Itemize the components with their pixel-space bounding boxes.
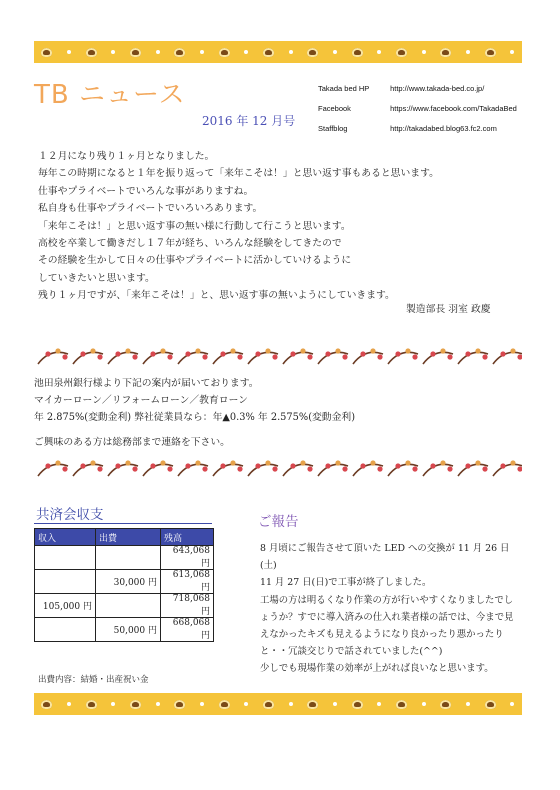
strip-bun-icon	[219, 48, 230, 57]
plum-blossom-icon	[220, 351, 225, 356]
plum-blossom-icon	[360, 463, 365, 468]
strip-dot-icon	[244, 702, 248, 706]
strip-bun-icon	[352, 48, 363, 57]
plum-blossom-icon	[150, 463, 155, 468]
cell-balance: 718,068 円	[161, 594, 214, 618]
report-line: えなかったキズも見えるようになり良かったり悪かったり	[260, 629, 504, 641]
plum-blossom-icon	[195, 460, 200, 465]
message-line: 「来年こそは！」と思い返す事の無い様に行動して行こうと思います。	[38, 220, 351, 232]
plum-blossom-icon	[510, 348, 515, 353]
plum-blossom-icon	[272, 466, 277, 471]
message-line: 毎年この時期になると１年を振り返って「来年こそは！」と思い返す事もあると思います。	[38, 168, 439, 180]
strip-dot-icon	[67, 702, 71, 706]
cell-expense: 30,000 円	[96, 570, 161, 594]
plum-blossom-icon	[517, 466, 522, 471]
strip-dot-icon	[289, 50, 293, 54]
plum-blossom-icon	[360, 351, 365, 356]
plum-blossom-icon	[412, 354, 417, 359]
plum-blossom-icon	[510, 460, 515, 465]
manager-message	[38, 148, 498, 305]
strip-dot-icon	[333, 50, 337, 54]
plum-blossom-icon	[300, 348, 305, 353]
plum-blossom-icon	[517, 354, 522, 359]
plum-blossom-icon	[475, 460, 480, 465]
cell-income	[35, 570, 96, 594]
message-line: その経験を生かして日々の仕事やプライベートに活かしていけるように	[38, 255, 352, 267]
plum-blossom-icon	[395, 351, 400, 356]
strip-bun-icon	[485, 700, 496, 709]
table-row	[35, 594, 214, 618]
kyosai-heading: 共済会収支	[36, 507, 104, 523]
plum-blossom-icon	[237, 466, 242, 471]
signature: 製造部長 羽室 政慶	[406, 304, 491, 315]
expense-note: 出費内容：結婚・出産祝い金	[38, 675, 149, 685]
plum-blossom-icon	[132, 466, 137, 471]
plum-blossom-icon	[45, 463, 50, 468]
strip-dot-icon	[289, 702, 293, 706]
strip-bun-icon	[352, 700, 363, 709]
plum-blossom-icon	[440, 460, 445, 465]
cell-balance: 643,068 円	[161, 546, 214, 570]
strip-bun-icon	[130, 700, 141, 709]
plum-blossom-icon	[482, 354, 487, 359]
plum-blossom-icon	[255, 463, 260, 468]
cell-expense: 50,000 円	[96, 618, 161, 642]
strip-bun-icon	[396, 700, 407, 709]
plum-blossom-icon	[475, 348, 480, 353]
table-row	[35, 570, 214, 594]
plum-blossom-icon	[447, 466, 452, 471]
plum-blossom-icon	[465, 351, 470, 356]
strip-bun-icon	[86, 48, 97, 57]
plum-blossom-icon	[307, 354, 312, 359]
strip-dot-icon	[377, 50, 381, 54]
strip-dot-icon	[156, 50, 160, 54]
report-line: と・・冗談交じりで話されていました(^^)	[260, 646, 443, 658]
strip-dot-icon	[111, 702, 115, 706]
link-label: Takada bed HP	[318, 84, 370, 93]
table-row	[35, 618, 214, 642]
plum-blossom-icon	[412, 466, 417, 471]
plum-blossom-icon	[500, 351, 505, 356]
plum-blossom-icon	[90, 460, 95, 465]
plum-blossom-icon	[335, 348, 340, 353]
bank-contact-note: ご興味のある方は総務部まで連絡を下さい。	[34, 437, 230, 448]
strip-dot-icon	[466, 50, 470, 54]
led-report	[260, 540, 522, 678]
plum-blossom-icon	[272, 354, 277, 359]
issue-date: 2016 年 12 月号	[202, 114, 296, 128]
plum-blossom-icon	[465, 463, 470, 468]
plum-blossom-icon	[167, 466, 172, 471]
plum-blossom-icon	[342, 466, 347, 471]
plum-blossom-icon	[97, 466, 102, 471]
link-url-facebook[interactable]: https://www.facebook.com/TakadaBed	[390, 104, 517, 113]
link-label: Facebook	[318, 104, 351, 113]
plum-blossom-icon	[265, 460, 270, 465]
plum-blossom-icon	[80, 351, 85, 356]
bank-line: マイカーローン／リフォームローン／教育ローン	[34, 395, 248, 406]
plum-blossom-icon	[325, 351, 330, 356]
plum-blossom-icon	[265, 348, 270, 353]
table-row	[35, 546, 214, 570]
plum-blossom-icon	[440, 348, 445, 353]
bank-line: 池田泉州銀行様より下記の案内が届いております。	[34, 378, 259, 389]
plum-blossom-icon	[500, 463, 505, 468]
plum-blossom-icon	[220, 463, 225, 468]
newsletter-title: TB ニュース	[34, 80, 186, 110]
plum-blossom-icon	[325, 463, 330, 468]
strip-bun-icon	[41, 48, 52, 57]
strip-bun-icon	[86, 700, 97, 709]
strip-dot-icon	[333, 702, 337, 706]
strip-dot-icon	[377, 702, 381, 706]
plum-blossom-icon	[125, 348, 130, 353]
bank-notice	[34, 375, 355, 426]
plum-branch-divider-top	[34, 344, 522, 368]
plum-blossom-icon	[160, 348, 165, 353]
plum-blossom-icon	[482, 466, 487, 471]
bank-line: 年 2.875%(変動金利) 弊社従業員なら：年▲0.3% 年 2.575%(変動金利)	[34, 412, 356, 423]
strip-dot-icon	[67, 50, 71, 54]
strip-bun-icon	[440, 700, 451, 709]
plum-blossom-icon	[195, 348, 200, 353]
plum-blossom-icon	[290, 463, 295, 468]
plum-blossom-icon	[255, 351, 260, 356]
plum-blossom-icon	[377, 466, 382, 471]
strip-bun-icon	[174, 48, 185, 57]
strip-bun-icon	[263, 700, 274, 709]
plum-blossom-icon	[370, 348, 375, 353]
strip-dot-icon	[156, 702, 160, 706]
report-line: 11 月 27 日(日)で工事が終了しました。	[260, 577, 432, 589]
plum-blossom-icon	[377, 354, 382, 359]
strip-bun-icon	[174, 700, 185, 709]
col-header-balance: 残高	[161, 529, 214, 546]
link-url-blog[interactable]: http://takadabed.blog63.fc2.com	[390, 124, 497, 133]
plum-blossom-icon	[202, 354, 207, 359]
strip-dot-icon	[111, 50, 115, 54]
plum-blossom-icon	[45, 351, 50, 356]
message-line: 私自身も仕事やプライベートでいろいろあります。	[38, 203, 263, 215]
message-line: 仕事やプライベートでいろんな事がありますね。	[38, 185, 254, 197]
plum-blossom-icon	[237, 354, 242, 359]
plum-blossom-icon	[307, 466, 312, 471]
plum-blossom-icon	[430, 351, 435, 356]
strip-dot-icon	[422, 702, 426, 706]
bottom-border-strip	[34, 693, 522, 715]
strip-dot-icon	[510, 50, 514, 54]
cell-expense	[96, 546, 161, 570]
strip-bun-icon	[485, 48, 496, 57]
plum-blossom-icon	[335, 460, 340, 465]
message-line: １２月になり残り１ヶ月となりました。	[38, 151, 215, 162]
plum-blossom-icon	[90, 348, 95, 353]
link-row-blog	[318, 124, 517, 144]
strip-bun-icon	[396, 48, 407, 57]
cell-expense	[96, 594, 161, 618]
link-row-facebook	[318, 104, 517, 124]
strip-bun-icon	[307, 700, 318, 709]
plum-blossom-icon	[405, 348, 410, 353]
link-label: Staffblog	[318, 124, 348, 133]
strip-dot-icon	[466, 702, 470, 706]
strip-bun-icon	[219, 700, 230, 709]
plum-blossom-icon	[132, 354, 137, 359]
strip-dot-icon	[244, 50, 248, 54]
branch-icon	[493, 352, 522, 364]
plum-blossom-icon	[230, 460, 235, 465]
plum-blossom-icon	[185, 351, 190, 356]
strip-dot-icon	[200, 50, 204, 54]
strip-dot-icon	[422, 50, 426, 54]
cell-income	[35, 546, 96, 570]
strip-dot-icon	[200, 702, 204, 706]
plum-blossom-icon	[185, 463, 190, 468]
plum-blossom-icon	[447, 354, 452, 359]
cell-balance: 613,068 円	[161, 570, 214, 594]
plum-blossom-icon	[62, 354, 67, 359]
plum-blossom-icon	[300, 460, 305, 465]
plum-blossom-icon	[370, 460, 375, 465]
plum-blossom-icon	[430, 463, 435, 468]
kyosai-underline	[34, 523, 212, 524]
strip-bun-icon	[307, 48, 318, 57]
strip-dot-icon	[510, 702, 514, 706]
plum-blossom-icon	[55, 460, 60, 465]
header-links	[318, 84, 517, 144]
message-line: 残り１ヶ月ですが、「来年こそは！」と、思い返す事の無いようにしていきます。	[38, 290, 395, 302]
cell-income	[35, 618, 96, 642]
report-line: 工場の方は明るくなり作業の方が行いやすくなりましたでし	[260, 594, 514, 606]
plum-blossom-icon	[160, 460, 165, 465]
branch-icon	[493, 464, 522, 476]
plum-blossom-icon	[80, 463, 85, 468]
link-url-hp[interactable]: http://www.takada-bed.co.jp/	[390, 84, 485, 93]
plum-blossom-icon	[115, 351, 120, 356]
plum-blossom-icon	[125, 460, 130, 465]
plum-blossom-icon	[150, 351, 155, 356]
plum-blossom-icon	[230, 348, 235, 353]
message-line: 高校を卒業して働きだし１７年が経ち、いろんな経験をしてきたので	[38, 238, 342, 250]
strip-bun-icon	[130, 48, 141, 57]
plum-blossom-icon	[405, 460, 410, 465]
message-line: していきたいと思います。	[38, 272, 155, 284]
cell-balance: 668,068 円	[161, 618, 214, 642]
plum-blossom-icon	[202, 466, 207, 471]
col-header-income: 収入	[35, 529, 96, 546]
plum-branch-divider-bottom	[34, 456, 522, 480]
plum-blossom-icon	[62, 466, 67, 471]
ledger-header-row	[35, 529, 214, 546]
col-header-expense: 出費	[96, 529, 161, 546]
plum-blossom-icon	[55, 348, 60, 353]
plum-blossom-icon	[290, 351, 295, 356]
plum-blossom-icon	[97, 354, 102, 359]
kyosai-ledger-table	[34, 528, 214, 642]
plum-blossom-icon	[167, 354, 172, 359]
strip-bun-icon	[263, 48, 274, 57]
plum-blossom-icon	[342, 354, 347, 359]
link-row-hp	[318, 84, 517, 104]
report-line: ょうか？すでに導入済みの仕入れ業者様の話では、今まで見	[260, 611, 514, 623]
top-border-strip	[34, 41, 522, 63]
cell-income: 105,000 円	[35, 594, 96, 618]
report-line: 少しでも現場作業の効率が上がれば良いなと思います。	[260, 663, 494, 675]
strip-bun-icon	[41, 700, 52, 709]
report-heading: ご報告	[258, 514, 299, 530]
report-line: 8 月頃にご報告させて頂いた LED への交換が 11 月 26 日(土)	[260, 543, 510, 572]
plum-blossom-icon	[115, 463, 120, 468]
plum-blossom-icon	[395, 463, 400, 468]
strip-bun-icon	[440, 48, 451, 57]
